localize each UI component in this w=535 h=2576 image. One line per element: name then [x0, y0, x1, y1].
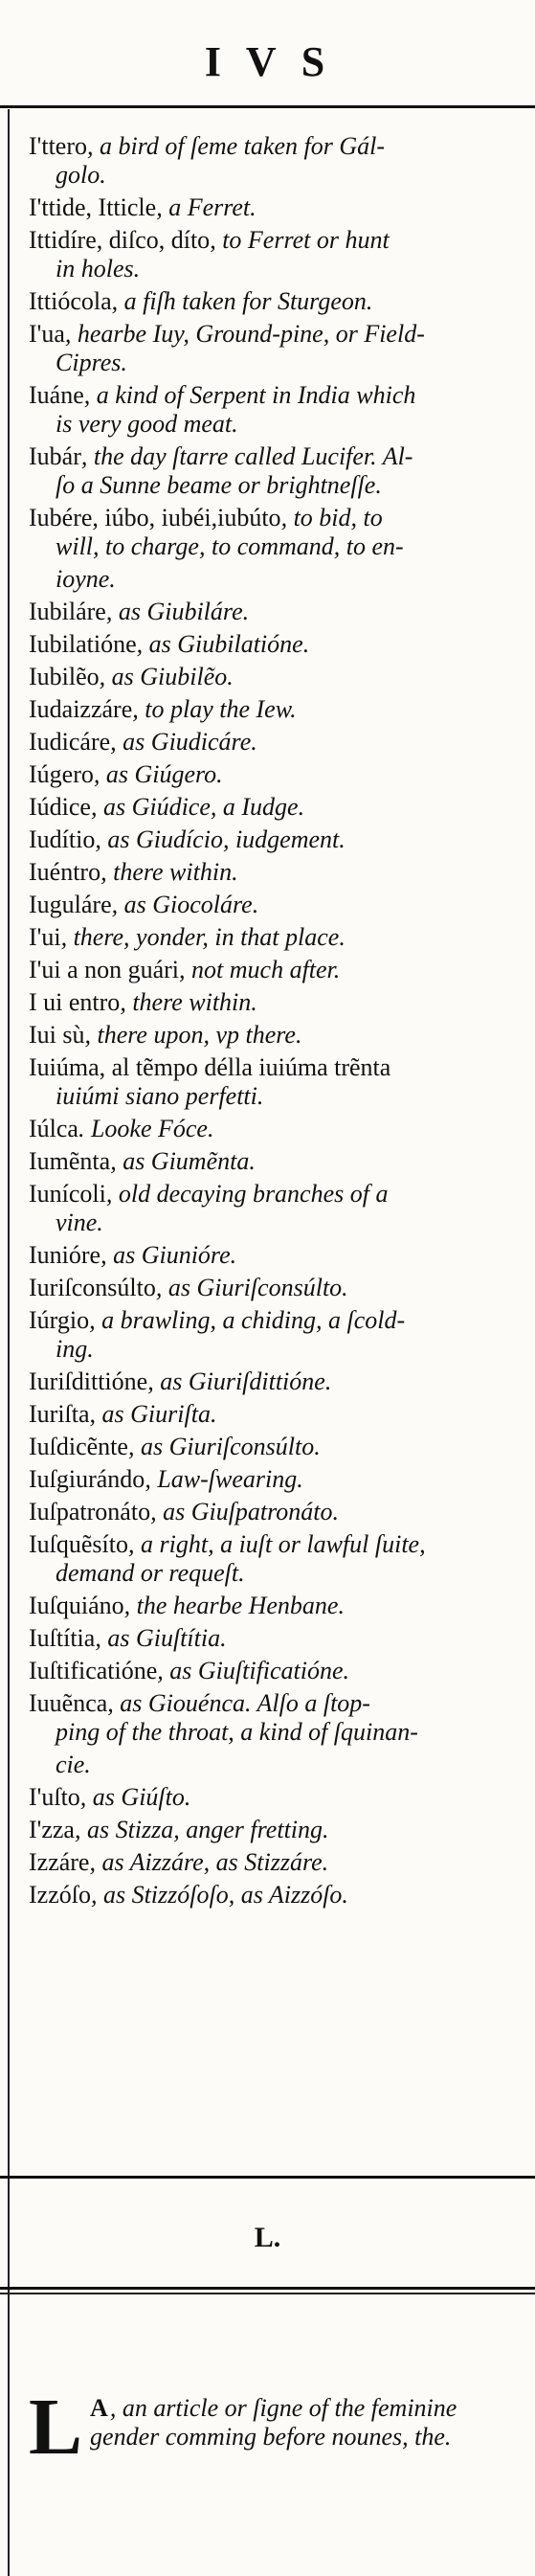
entry-headword: Iuiúma, al tẽmpo délla iuiúma trẽnta: [29, 1053, 391, 1081]
entry-headword: Iuriſdittióne: [29, 1367, 148, 1395]
entry-headword: I'ttero: [29, 132, 87, 160]
dictionary-entry: [29, 1498, 507, 1526]
dictionary-entry: [29, 1816, 507, 1844]
entry-headword: I'ua: [29, 320, 65, 348]
dictionary-entry: [29, 630, 507, 659]
dictionary-entry: [29, 193, 507, 222]
entry-headword: I'ui: [29, 923, 61, 951]
entry-gloss: , as Giúſto.: [79, 1783, 191, 1811]
entry-gloss: , as Stizzóſoſo, as Aizzóſo.: [90, 1881, 348, 1909]
entry-continuation: ioyne.: [56, 565, 116, 593]
entry-headword: I'uſto: [29, 1783, 80, 1811]
entry-continuation: ſo a Sunne beame or brightneſſe.: [56, 471, 382, 499]
dictionary-entry: [29, 1689, 507, 1747]
dictionary-entry: [29, 1306, 507, 1364]
dictionary-entry: [29, 504, 507, 561]
entry-gloss: , a fiſh taken for Sturgeon.: [111, 287, 373, 315]
entry-headword: Iuguláre: [29, 891, 112, 918]
entry-gloss: , as Giuriſdittióne.: [147, 1367, 332, 1395]
dictionary-entry: [29, 1180, 507, 1237]
entry-headword: Iuáne: [29, 381, 84, 409]
entry-gloss: , there upon, vp there.: [84, 1021, 302, 1049]
entry-gloss: , as Aizzáre, as Stizzáre.: [89, 1848, 329, 1876]
entry-gloss: , there, yonder, in that place.: [60, 923, 346, 951]
dictionary-entry: [29, 565, 507, 594]
head-rule: [0, 105, 535, 108]
entry-continuation: ing.: [56, 1335, 94, 1363]
dictionary-entry: [29, 695, 507, 724]
entry-gloss: , as Stizza, anger fretting.: [74, 1816, 329, 1843]
section-letter: L.: [254, 2222, 281, 2253]
dictionary-entry: [29, 825, 507, 854]
entry-gloss: , Law-ſwearing.: [145, 1465, 303, 1493]
entry-headword: Iuſtítia: [29, 1624, 96, 1652]
dictionary-entry: [29, 760, 507, 789]
entry-gloss: . Looke Fóce.: [78, 1115, 214, 1142]
entry-gloss: , as Giuriſta.: [89, 1400, 217, 1428]
dictionary-entry: [29, 1751, 507, 1779]
entry-headword: Iuſgiurándo: [29, 1465, 145, 1493]
entry-gloss: , the day ſtarre called Lucifer. Al-: [80, 442, 413, 470]
dictionary-entry: [29, 132, 507, 190]
dictionary-entry: [29, 858, 507, 887]
entry-headword: Iúrgio: [29, 1306, 90, 1334]
entry-headword: I'zza: [29, 1816, 75, 1843]
dictionary-entry: [29, 226, 507, 283]
column-rule: [8, 109, 10, 2576]
entry-continuation: in holes.: [56, 255, 141, 282]
entry-continuation: demand or requeſt.: [56, 1559, 245, 1587]
dictionary-entry: [29, 1624, 507, 1653]
entry-headword: Iubilatióne: [29, 630, 137, 658]
entry-gloss: , as Giubilatióne.: [136, 630, 310, 658]
entry-headword: Izzáre: [29, 1848, 90, 1876]
entry-continuation: Cipres.: [56, 349, 127, 376]
entry-headword: Iudaizzáre: [29, 695, 133, 723]
entry-continuation: cie.: [56, 1751, 91, 1778]
dictionary-entry: [29, 320, 507, 377]
entry-gloss: , to play the Iew.: [132, 695, 297, 723]
drop-cap: L: [29, 2383, 83, 2472]
dictionary-entry: [29, 663, 507, 691]
entry-headword: Iuſquẽsíto: [29, 1530, 128, 1558]
entry-headword: Iudítio: [29, 825, 96, 853]
entry-headword: Iuriſconsúlto: [29, 1274, 156, 1301]
entry-headword: Iúgero: [29, 760, 94, 788]
entry-gloss: , a kind of Serpent in India which: [83, 381, 416, 409]
entry-gloss: , as Giubiláre.: [105, 598, 250, 625]
dictionary-entry: [29, 1115, 507, 1143]
entry-continuation: golo.: [56, 161, 106, 189]
entry-headword: Iuſquiáno: [29, 1592, 124, 1619]
entry-headword: Iúdice: [29, 793, 91, 821]
dictionary-entry: [29, 1400, 507, 1429]
dictionary-entry: [29, 1657, 507, 1685]
entry-gloss: , to Ferret or hunt: [210, 226, 390, 254]
final-entry: [29, 2383, 507, 2472]
entry-continuation: is very good meat.: [56, 410, 238, 438]
dictionary-entry: [29, 1433, 507, 1461]
dictionary-entry: [29, 923, 507, 952]
section-rule-double: [0, 2293, 535, 2294]
entry-headword: Iubilẽo: [29, 663, 100, 690]
dictionary-entry: [29, 1274, 507, 1302]
entry-gloss: , as Giúgero.: [93, 760, 223, 788]
entry-gloss: , as Giuſpatronáto.: [150, 1498, 340, 1525]
final-entry-headword: A: [90, 2394, 110, 2422]
entry-continuation: will, to charge, to command, to en-: [56, 532, 404, 560]
entry-headword: Iubére, iúbo, iubéi,iubúto: [29, 504, 281, 531]
entry-gloss: , as Giúdice, a Iudge.: [90, 793, 305, 821]
entry-headword: Iubár: [29, 442, 81, 470]
entry-headword: Iuéntro: [29, 858, 101, 886]
dictionary-entry: [29, 1053, 507, 1111]
entry-gloss: , a Ferret.: [156, 193, 256, 221]
entry-gloss: , as Giocoláre.: [111, 891, 259, 918]
entry-headword: Iúlca: [29, 1115, 78, 1142]
dictionary-entry: [29, 1147, 507, 1176]
entry-column: [0, 109, 535, 2576]
entry-gloss: , the hearbe Henbane.: [123, 1592, 345, 1619]
section-rule-top: [0, 2176, 535, 2179]
entry-gloss: , as Giunióre.: [100, 1241, 237, 1269]
dictionary-entry: [29, 598, 507, 626]
entry-gloss: , old decaying branches of a: [105, 1180, 389, 1208]
entry-continuation: iuiúmi siano perfetti.: [56, 1082, 264, 1110]
entry-gloss: , a bird of ſeme taken for Gál-: [87, 132, 385, 160]
entry-gloss: , as Giudício, iudgement.: [95, 825, 346, 853]
entry-list: [29, 132, 507, 1913]
dictionary-entry: [29, 1021, 507, 1050]
dictionary-entry: [29, 1848, 507, 1877]
entry-gloss: , as Giumẽnta.: [110, 1147, 256, 1175]
entry-headword: Iuſpatronáto: [29, 1498, 151, 1525]
entry-headword: Iunícoli: [29, 1180, 106, 1208]
entry-headword: Iudicáre: [29, 728, 111, 756]
entry-gloss: , as Giuſtificatióne.: [157, 1657, 350, 1684]
dictionary-entry: [29, 442, 507, 500]
dictionary-entry: [29, 1783, 507, 1812]
section-rule-bottom: [0, 2287, 535, 2290]
entry-gloss: , as Giuriſconsúlto.: [155, 1274, 348, 1301]
entry-headword: Ittidíre, diſco, díto: [29, 226, 211, 254]
entry-headword: I'ttide, Itticle: [29, 193, 157, 221]
entry-gloss: , as Giuſtítia.: [95, 1624, 227, 1652]
entry-gloss: , as Giouénca. Alſo a ſtop-: [107, 1689, 370, 1717]
dictionary-entry: [29, 1465, 507, 1494]
entry-gloss: , there within.: [120, 988, 257, 1016]
entry-gloss: , hearbe Iuy, Ground-pine, or Field-: [64, 320, 425, 348]
dictionary-entry: [29, 1241, 507, 1270]
entry-gloss: , a right, a iuſt or lawful ſuite,: [128, 1530, 426, 1558]
entry-headword: Iunióre: [29, 1241, 101, 1269]
entry-gloss: , a brawling, a chiding, a ſcold-: [89, 1306, 406, 1334]
entry-continuation: ping of the throat, a kind of ſquinan-: [56, 1718, 418, 1746]
entry-headword: Iubiláre: [29, 598, 106, 625]
dictionary-entry: [29, 728, 507, 757]
entry-continuation: vine.: [56, 1209, 103, 1236]
entry-gloss: , not much after.: [179, 956, 341, 983]
entry-gloss: , as Giudicáre.: [110, 728, 257, 756]
entry-headword: Iuuẽnca: [29, 1689, 108, 1717]
entry-gloss: , as Giubilẽo.: [99, 663, 234, 690]
entry-gloss: , to bid, to: [280, 504, 383, 531]
entry-headword: Iuriſta: [29, 1400, 90, 1428]
dictionary-entry: [29, 381, 507, 439]
entry-headword: I'ui a non guári: [29, 956, 180, 983]
dictionary-entry: [29, 988, 507, 1017]
entry-headword: I ui entro: [29, 988, 121, 1016]
entry-headword: Izzóſo: [29, 1881, 91, 1909]
dictionary-entry: [29, 891, 507, 919]
final-entry-gloss: , an article or ſigne of the feminine gender comming before nounes, the.: [90, 2394, 457, 2451]
entry-headword: Ittiócola: [29, 287, 112, 315]
dictionary-entry: [29, 793, 507, 822]
entry-headword: Iuſtificatióne: [29, 1657, 158, 1684]
dictionary-entry: [29, 1367, 507, 1396]
dictionary-entry: [29, 1881, 507, 1909]
entry-headword: Iumẽnta: [29, 1147, 111, 1175]
dictionary-entry: [29, 956, 507, 984]
entry-gloss: , there within.: [100, 858, 238, 886]
entry-gloss: , as Giuriſconsúlto.: [127, 1433, 321, 1460]
dictionary-entry: [29, 1592, 507, 1620]
running-head: IVS: [204, 38, 350, 85]
dictionary-entry: [29, 1530, 507, 1588]
entry-headword: Iuſdicẽnte: [29, 1433, 128, 1460]
entry-headword: Iui sù: [29, 1021, 85, 1049]
dictionary-entry: [29, 287, 507, 316]
